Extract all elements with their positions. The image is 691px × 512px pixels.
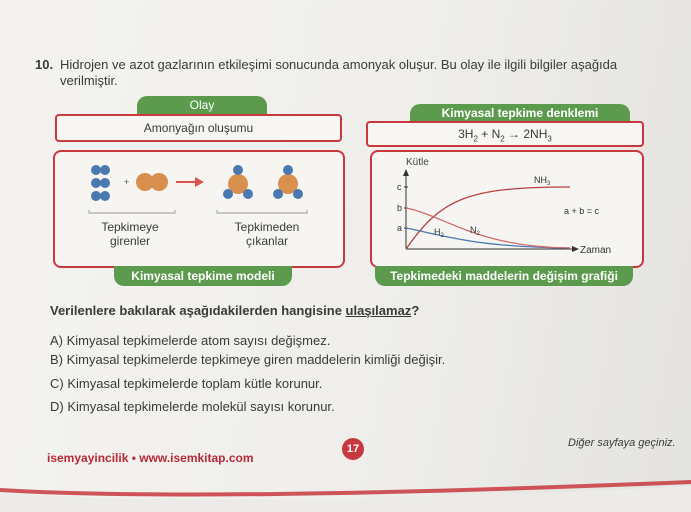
ammonia-molecule-icon (223, 165, 253, 199)
question-prompt: Verilenlere bakılarak aşağıdakilerden hangisine ulaşılamaz? (50, 303, 420, 318)
hydrogen-molecules-icon (91, 165, 110, 201)
ammonia-molecule-icon (273, 165, 303, 199)
equation-text: $3H_2 + N_2 \to 2NH_3$ (458, 127, 552, 144)
decorative-footer-swoosh (0, 470, 691, 512)
tick-label-b: b (397, 203, 403, 213)
event-text: Amonyağın oluşumu (143, 121, 254, 135)
series-label-h2: $H_2$ (434, 227, 444, 239)
series-label-nh3: $NH_3$ (534, 175, 551, 187)
series-h2-line (406, 228, 570, 248)
reactants-bracket (89, 210, 175, 213)
reaction-model-panel (53, 150, 345, 268)
series-n2-line (406, 208, 570, 248)
event-label: Olay (137, 96, 267, 114)
y-axis-label: Kütle (406, 157, 429, 168)
question-intro: Hidrojen ve azot gazlarının etkileşimi sonucunda amonyak oluşur. Bu olay ile ilgili bilgiler aşağıda verilmiştir. (60, 57, 618, 88)
reaction-arrow-icon (176, 177, 204, 187)
option-c[interactable]: C) Kimyasal tepkimelerde toplam kütle korunur. (50, 376, 323, 391)
mass-time-chart (372, 152, 642, 266)
x-axis-arrow-icon (572, 246, 579, 252)
question-number: 10. (35, 57, 54, 72)
products-label: Tepkimeden çıkanlar (234, 220, 300, 248)
event-box (55, 114, 342, 142)
option-b[interactable]: B) Kimyasal tepkimelerde tepkimeye giren maddelerin kimliği değişir. (50, 352, 446, 367)
series-label-n2: $N_2$ (470, 225, 480, 237)
publisher-footer: isemyayincilik • www.isemkitap.com (47, 451, 254, 465)
mass-relation-annotation: a + b = c (564, 206, 600, 216)
page-number-badge: 17 (342, 438, 364, 460)
equation-box (366, 121, 644, 147)
reactants-label: Tepkimeye girenler (101, 220, 159, 248)
tick-label-a: a (397, 223, 403, 233)
series-nh3-line (406, 187, 570, 249)
tick-label-c: c (397, 182, 402, 192)
model-caption: Kimyasal tepkime modeli (114, 266, 292, 286)
x-axis-label: Zaman (580, 245, 612, 256)
nitrogen-molecule-icon (136, 173, 168, 191)
graph-caption: Tepkimedeki maddelerin değişim grafiği (375, 266, 633, 286)
next-page-note: Diğer sayfaya geçiniz. (568, 437, 676, 449)
y-axis-arrow-icon (403, 169, 409, 176)
plus-sign: + (124, 177, 130, 187)
option-d[interactable]: D) Kimyasal tepkimelerde molekül sayısı korunur. (50, 399, 335, 414)
equation-label: Kimyasal tepkime denklemi (410, 104, 630, 122)
graph-panel (370, 150, 644, 268)
products-bracket (217, 210, 307, 213)
option-a[interactable]: A) Kimyasal tepkimelerde atom sayısı değişmez. (50, 333, 331, 348)
